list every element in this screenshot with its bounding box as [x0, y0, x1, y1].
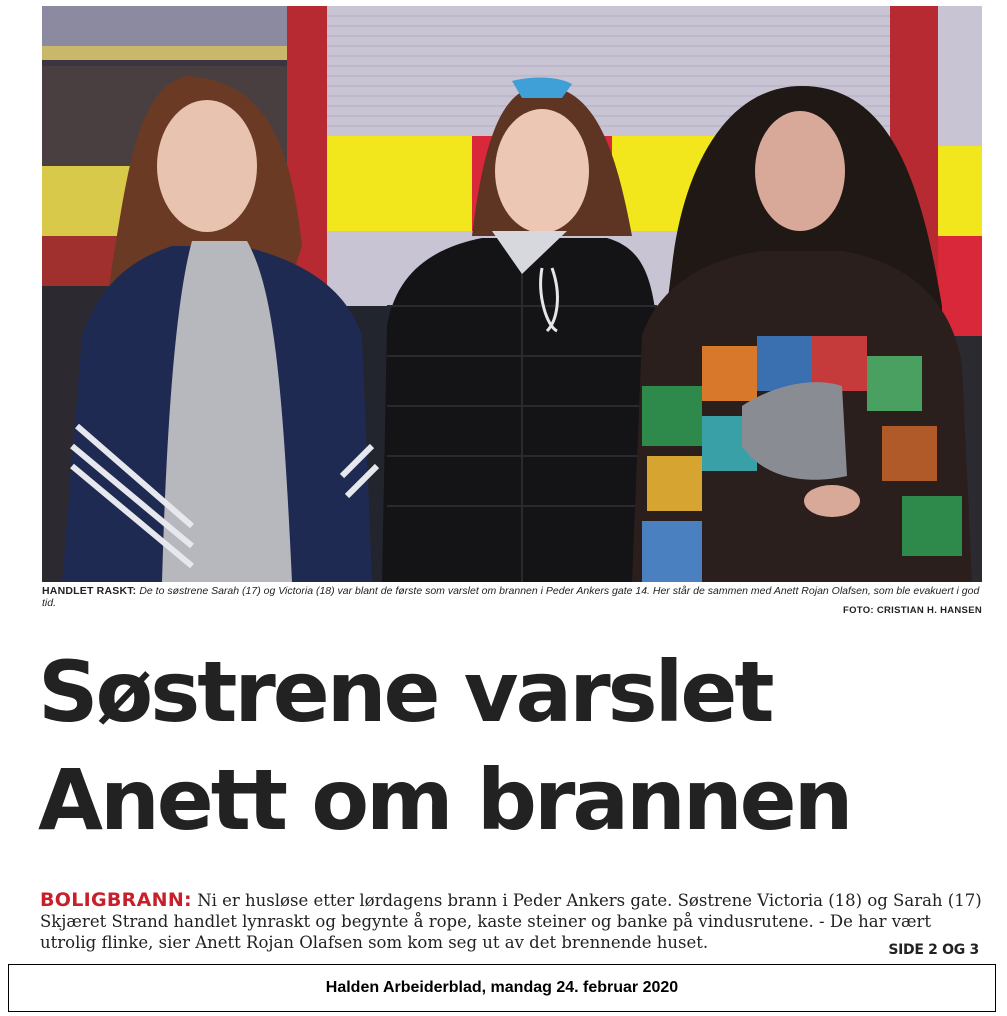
source-line: Halden Arbeiderblad, mandag 24. februar 2020	[325, 979, 679, 996]
caption-lead: HANDLET RASKT:	[42, 585, 137, 597]
photo-caption	[42, 585, 982, 609]
ingress	[40, 890, 985, 953]
article-photo	[42, 6, 982, 582]
photo-credit: FOTO: CRISTIAN H. HANSEN	[843, 605, 982, 616]
ingress-text: Ni er husløse etter lørdagens brann i Peder Ankers gate. Søstrene Victoria (18) og Sarah (17) Skjæret Strand handlet lynraskt og begynte å rope, kaste steiner og banke på vindusrutene. - De har vært utrolig flinke, sier Anett Rojan Olafsen som kom seg ut av det brennende huset.	[40, 891, 982, 952]
headline-line-2: Anett om brannen	[38, 751, 851, 849]
ingress-kicker: BOLIGBRANN:	[40, 889, 192, 911]
page-reference: SIDE 2 OG 3	[888, 942, 979, 958]
source-box	[8, 964, 996, 1012]
headline-line-1: Søstrene varslet	[38, 643, 772, 741]
headline	[38, 638, 988, 854]
caption-text: De to søstrene Sarah (17) og Victoria (18) var blant de første som varslet om brannen i Peder Ankers gate 14. Her står de sammen med Anett Rojan Olafsen, som ble evakuert i god tid.	[42, 585, 980, 609]
